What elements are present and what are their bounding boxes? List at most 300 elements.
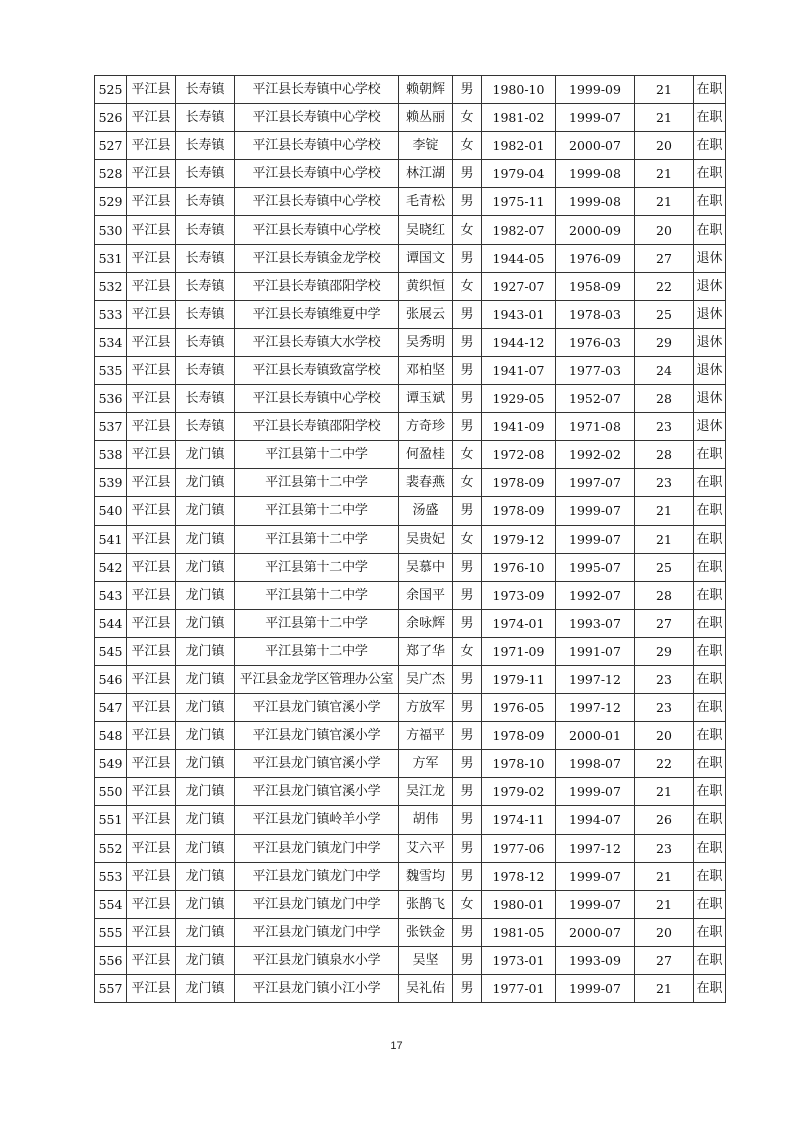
cell-county: 平江县 bbox=[127, 104, 176, 132]
cell-birth: 1979-12 bbox=[482, 525, 556, 553]
cell-town: 龙门镇 bbox=[176, 750, 235, 778]
cell-birth: 1979-04 bbox=[482, 160, 556, 188]
cell-name: 吴贵妃 bbox=[399, 525, 453, 553]
cell-county: 平江县 bbox=[127, 272, 176, 300]
cell-school: 平江县第十二中学 bbox=[235, 553, 399, 581]
cell-county: 平江县 bbox=[127, 918, 176, 946]
cell-school: 平江县龙门镇龙门中学 bbox=[235, 918, 399, 946]
cell-name: 方福平 bbox=[399, 722, 453, 750]
cell-name: 张展云 bbox=[399, 300, 453, 328]
table-row bbox=[95, 160, 726, 188]
cell-start: 1999-08 bbox=[556, 160, 635, 188]
cell-town: 龙门镇 bbox=[176, 441, 235, 469]
cell-town: 长寿镇 bbox=[176, 413, 235, 441]
cell-town: 龙门镇 bbox=[176, 609, 235, 637]
cell-birth: 1974-01 bbox=[482, 609, 556, 637]
cell-county: 平江县 bbox=[127, 160, 176, 188]
cell-gender: 女 bbox=[453, 104, 482, 132]
cell-gender: 男 bbox=[453, 413, 482, 441]
cell-birth: 1982-01 bbox=[482, 132, 556, 160]
cell-birth: 1975-11 bbox=[482, 188, 556, 216]
cell-county: 平江县 bbox=[127, 890, 176, 918]
cell-start: 2000-07 bbox=[556, 132, 635, 160]
table-row bbox=[95, 581, 726, 609]
cell-start: 1992-07 bbox=[556, 581, 635, 609]
cell-birth: 1941-09 bbox=[482, 413, 556, 441]
cell-birth: 1978-09 bbox=[482, 722, 556, 750]
cell-gender: 男 bbox=[453, 806, 482, 834]
table-row bbox=[95, 244, 726, 272]
cell-town: 龙门镇 bbox=[176, 665, 235, 693]
cell-school: 平江县龙门镇小江小学 bbox=[235, 975, 399, 1003]
cell-years: 23 bbox=[635, 413, 694, 441]
cell-county: 平江县 bbox=[127, 722, 176, 750]
cell-serial: 536 bbox=[95, 385, 127, 413]
table-row bbox=[95, 750, 726, 778]
cell-school: 平江县长寿镇中心学校 bbox=[235, 160, 399, 188]
cell-gender: 女 bbox=[453, 132, 482, 160]
cell-gender: 男 bbox=[453, 356, 482, 384]
cell-gender: 男 bbox=[453, 750, 482, 778]
table-row bbox=[95, 806, 726, 834]
cell-birth: 1941-07 bbox=[482, 356, 556, 384]
cell-years: 25 bbox=[635, 300, 694, 328]
cell-gender: 男 bbox=[453, 834, 482, 862]
cell-name: 张铁金 bbox=[399, 918, 453, 946]
cell-school: 平江县龙门镇泉水小学 bbox=[235, 946, 399, 974]
cell-status: 在职 bbox=[694, 132, 726, 160]
cell-serial: 549 bbox=[95, 750, 127, 778]
cell-county: 平江县 bbox=[127, 778, 176, 806]
cell-town: 龙门镇 bbox=[176, 946, 235, 974]
cell-status: 在职 bbox=[694, 946, 726, 974]
cell-years: 22 bbox=[635, 750, 694, 778]
cell-gender: 男 bbox=[453, 778, 482, 806]
cell-school: 平江县长寿镇邵阳学校 bbox=[235, 272, 399, 300]
cell-years: 28 bbox=[635, 581, 694, 609]
cell-county: 平江县 bbox=[127, 244, 176, 272]
cell-school: 平江县龙门镇龙门中学 bbox=[235, 890, 399, 918]
cell-years: 21 bbox=[635, 975, 694, 1003]
cell-start: 1978-03 bbox=[556, 300, 635, 328]
cell-status: 在职 bbox=[694, 160, 726, 188]
cell-serial: 552 bbox=[95, 834, 127, 862]
cell-county: 平江县 bbox=[127, 553, 176, 581]
cell-start: 1995-07 bbox=[556, 553, 635, 581]
cell-gender: 男 bbox=[453, 722, 482, 750]
cell-county: 平江县 bbox=[127, 862, 176, 890]
table-row bbox=[95, 722, 726, 750]
cell-years: 21 bbox=[635, 778, 694, 806]
cell-name: 方奇珍 bbox=[399, 413, 453, 441]
cell-gender: 女 bbox=[453, 890, 482, 918]
cell-start: 1998-07 bbox=[556, 750, 635, 778]
cell-serial: 535 bbox=[95, 356, 127, 384]
cell-years: 29 bbox=[635, 328, 694, 356]
cell-school: 平江县第十二中学 bbox=[235, 525, 399, 553]
cell-school: 平江县第十二中学 bbox=[235, 441, 399, 469]
cell-status: 退休 bbox=[694, 244, 726, 272]
table-row bbox=[95, 441, 726, 469]
cell-town: 龙门镇 bbox=[176, 497, 235, 525]
cell-county: 平江县 bbox=[127, 665, 176, 693]
cell-birth: 1982-07 bbox=[482, 216, 556, 244]
cell-birth: 1977-01 bbox=[482, 975, 556, 1003]
cell-birth: 1976-05 bbox=[482, 694, 556, 722]
cell-status: 退休 bbox=[694, 413, 726, 441]
cell-town: 龙门镇 bbox=[176, 918, 235, 946]
cell-gender: 男 bbox=[453, 665, 482, 693]
cell-town: 龙门镇 bbox=[176, 722, 235, 750]
cell-serial: 532 bbox=[95, 272, 127, 300]
cell-birth: 1944-12 bbox=[482, 328, 556, 356]
cell-school: 平江县长寿镇中心学校 bbox=[235, 188, 399, 216]
cell-school: 平江县长寿镇金龙学校 bbox=[235, 244, 399, 272]
cell-start: 1997-12 bbox=[556, 834, 635, 862]
cell-county: 平江县 bbox=[127, 525, 176, 553]
cell-birth: 1978-10 bbox=[482, 750, 556, 778]
table-row bbox=[95, 356, 726, 384]
cell-name: 何盈桂 bbox=[399, 441, 453, 469]
cell-status: 在职 bbox=[694, 469, 726, 497]
cell-school: 平江县长寿镇致富学校 bbox=[235, 356, 399, 384]
cell-serial: 545 bbox=[95, 637, 127, 665]
cell-years: 20 bbox=[635, 216, 694, 244]
cell-status: 退休 bbox=[694, 356, 726, 384]
cell-gender: 男 bbox=[453, 328, 482, 356]
cell-status: 在职 bbox=[694, 581, 726, 609]
cell-status: 在职 bbox=[694, 806, 726, 834]
cell-birth: 1971-09 bbox=[482, 637, 556, 665]
cell-start: 1958-09 bbox=[556, 272, 635, 300]
cell-town: 龙门镇 bbox=[176, 525, 235, 553]
cell-town: 龙门镇 bbox=[176, 862, 235, 890]
cell-serial: 544 bbox=[95, 609, 127, 637]
roster-body bbox=[95, 76, 726, 1003]
cell-birth: 1980-10 bbox=[482, 76, 556, 104]
cell-serial: 550 bbox=[95, 778, 127, 806]
cell-status: 在职 bbox=[694, 890, 726, 918]
cell-status: 在职 bbox=[694, 497, 726, 525]
cell-school: 平江县第十二中学 bbox=[235, 637, 399, 665]
cell-birth: 1978-09 bbox=[482, 469, 556, 497]
cell-years: 24 bbox=[635, 356, 694, 384]
cell-years: 23 bbox=[635, 665, 694, 693]
cell-birth: 1973-01 bbox=[482, 946, 556, 974]
cell-years: 23 bbox=[635, 834, 694, 862]
cell-birth: 1979-11 bbox=[482, 665, 556, 693]
cell-town: 龙门镇 bbox=[176, 694, 235, 722]
cell-start: 1999-07 bbox=[556, 104, 635, 132]
cell-county: 平江县 bbox=[127, 581, 176, 609]
cell-serial: 528 bbox=[95, 160, 127, 188]
cell-start: 1999-07 bbox=[556, 975, 635, 1003]
cell-start: 1999-07 bbox=[556, 862, 635, 890]
cell-serial: 525 bbox=[95, 76, 127, 104]
table-row bbox=[95, 469, 726, 497]
cell-town: 长寿镇 bbox=[176, 76, 235, 104]
cell-serial: 538 bbox=[95, 441, 127, 469]
cell-status: 在职 bbox=[694, 441, 726, 469]
cell-birth: 1972-08 bbox=[482, 441, 556, 469]
cell-serial: 531 bbox=[95, 244, 127, 272]
cell-name: 胡伟 bbox=[399, 806, 453, 834]
cell-town: 长寿镇 bbox=[176, 132, 235, 160]
cell-status: 在职 bbox=[694, 216, 726, 244]
cell-gender: 男 bbox=[453, 609, 482, 637]
cell-name: 郑了华 bbox=[399, 637, 453, 665]
table-row bbox=[95, 413, 726, 441]
cell-gender: 男 bbox=[453, 497, 482, 525]
table-row bbox=[95, 609, 726, 637]
cell-start: 1999-07 bbox=[556, 525, 635, 553]
cell-name: 汤盛 bbox=[399, 497, 453, 525]
cell-birth: 1980-01 bbox=[482, 890, 556, 918]
cell-birth: 1978-09 bbox=[482, 497, 556, 525]
cell-start: 2000-07 bbox=[556, 918, 635, 946]
cell-status: 在职 bbox=[694, 553, 726, 581]
cell-school: 平江县龙门镇官溪小学 bbox=[235, 778, 399, 806]
cell-start: 1997-12 bbox=[556, 694, 635, 722]
cell-birth: 1978-12 bbox=[482, 862, 556, 890]
cell-school: 平江县长寿镇中心学校 bbox=[235, 216, 399, 244]
cell-start: 1999-07 bbox=[556, 890, 635, 918]
cell-start: 1994-07 bbox=[556, 806, 635, 834]
cell-status: 退休 bbox=[694, 300, 726, 328]
cell-serial: 530 bbox=[95, 216, 127, 244]
cell-serial: 551 bbox=[95, 806, 127, 834]
cell-birth: 1944-05 bbox=[482, 244, 556, 272]
cell-years: 28 bbox=[635, 385, 694, 413]
cell-name: 余咏辉 bbox=[399, 609, 453, 637]
cell-name: 林江湖 bbox=[399, 160, 453, 188]
cell-gender: 男 bbox=[453, 553, 482, 581]
cell-school: 平江县第十二中学 bbox=[235, 469, 399, 497]
cell-gender: 男 bbox=[453, 244, 482, 272]
cell-serial: 537 bbox=[95, 413, 127, 441]
cell-town: 龙门镇 bbox=[176, 890, 235, 918]
cell-school: 平江县龙门镇官溪小学 bbox=[235, 694, 399, 722]
cell-serial: 547 bbox=[95, 694, 127, 722]
cell-serial: 548 bbox=[95, 722, 127, 750]
cell-years: 23 bbox=[635, 694, 694, 722]
cell-start: 1977-03 bbox=[556, 356, 635, 384]
cell-start: 2000-09 bbox=[556, 216, 635, 244]
cell-county: 平江县 bbox=[127, 300, 176, 328]
cell-status: 退休 bbox=[694, 328, 726, 356]
cell-gender: 女 bbox=[453, 637, 482, 665]
cell-school: 平江县长寿镇中心学校 bbox=[235, 132, 399, 160]
cell-birth: 1973-09 bbox=[482, 581, 556, 609]
cell-start: 1991-07 bbox=[556, 637, 635, 665]
cell-serial: 557 bbox=[95, 975, 127, 1003]
table-row bbox=[95, 553, 726, 581]
table-row bbox=[95, 975, 726, 1003]
cell-county: 平江县 bbox=[127, 413, 176, 441]
cell-county: 平江县 bbox=[127, 637, 176, 665]
cell-name: 李锭 bbox=[399, 132, 453, 160]
cell-county: 平江县 bbox=[127, 750, 176, 778]
cell-county: 平江县 bbox=[127, 132, 176, 160]
cell-years: 23 bbox=[635, 469, 694, 497]
table-row bbox=[95, 778, 726, 806]
cell-start: 1999-08 bbox=[556, 188, 635, 216]
cell-county: 平江县 bbox=[127, 188, 176, 216]
cell-birth: 1974-11 bbox=[482, 806, 556, 834]
cell-gender: 女 bbox=[453, 272, 482, 300]
cell-gender: 女 bbox=[453, 441, 482, 469]
cell-serial: 541 bbox=[95, 525, 127, 553]
cell-status: 在职 bbox=[694, 918, 726, 946]
table-row bbox=[95, 216, 726, 244]
cell-gender: 男 bbox=[453, 581, 482, 609]
cell-name: 艾六平 bbox=[399, 834, 453, 862]
cell-name: 余国平 bbox=[399, 581, 453, 609]
cell-town: 长寿镇 bbox=[176, 104, 235, 132]
cell-years: 21 bbox=[635, 497, 694, 525]
cell-gender: 男 bbox=[453, 975, 482, 1003]
cell-status: 在职 bbox=[694, 975, 726, 1003]
table-row bbox=[95, 637, 726, 665]
teacher-roster-table bbox=[94, 75, 726, 1003]
cell-status: 在职 bbox=[694, 609, 726, 637]
cell-serial: 543 bbox=[95, 581, 127, 609]
cell-status: 在职 bbox=[694, 778, 726, 806]
cell-name: 吴广杰 bbox=[399, 665, 453, 693]
cell-years: 21 bbox=[635, 188, 694, 216]
cell-years: 28 bbox=[635, 441, 694, 469]
cell-school: 平江县长寿镇中心学校 bbox=[235, 385, 399, 413]
cell-gender: 男 bbox=[453, 188, 482, 216]
table-row bbox=[95, 132, 726, 160]
table-row bbox=[95, 497, 726, 525]
cell-years: 22 bbox=[635, 272, 694, 300]
cell-school: 平江县第十二中学 bbox=[235, 609, 399, 637]
cell-school: 平江县长寿镇邵阳学校 bbox=[235, 413, 399, 441]
cell-name: 谭国文 bbox=[399, 244, 453, 272]
cell-name: 毛青松 bbox=[399, 188, 453, 216]
cell-status: 在职 bbox=[694, 862, 726, 890]
cell-school: 平江县龙门镇岭羊小学 bbox=[235, 806, 399, 834]
cell-town: 长寿镇 bbox=[176, 160, 235, 188]
cell-gender: 男 bbox=[453, 385, 482, 413]
table-row bbox=[95, 862, 726, 890]
cell-school: 平江县龙门镇官溪小学 bbox=[235, 722, 399, 750]
cell-town: 长寿镇 bbox=[176, 328, 235, 356]
cell-start: 1993-09 bbox=[556, 946, 635, 974]
cell-start: 1992-02 bbox=[556, 441, 635, 469]
cell-birth: 1943-01 bbox=[482, 300, 556, 328]
cell-name: 赖丛丽 bbox=[399, 104, 453, 132]
cell-town: 龙门镇 bbox=[176, 637, 235, 665]
cell-name: 吴礼佑 bbox=[399, 975, 453, 1003]
cell-gender: 男 bbox=[453, 946, 482, 974]
cell-gender: 男 bbox=[453, 76, 482, 104]
cell-county: 平江县 bbox=[127, 834, 176, 862]
cell-birth: 1976-10 bbox=[482, 553, 556, 581]
cell-town: 龙门镇 bbox=[176, 581, 235, 609]
cell-status: 在职 bbox=[694, 750, 726, 778]
cell-start: 1997-12 bbox=[556, 665, 635, 693]
table-row bbox=[95, 834, 726, 862]
cell-county: 平江县 bbox=[127, 806, 176, 834]
cell-county: 平江县 bbox=[127, 946, 176, 974]
cell-town: 龙门镇 bbox=[176, 975, 235, 1003]
cell-serial: 540 bbox=[95, 497, 127, 525]
cell-county: 平江县 bbox=[127, 497, 176, 525]
table-row bbox=[95, 300, 726, 328]
cell-years: 21 bbox=[635, 160, 694, 188]
cell-school: 平江县龙门镇龙门中学 bbox=[235, 862, 399, 890]
cell-county: 平江县 bbox=[127, 356, 176, 384]
cell-county: 平江县 bbox=[127, 975, 176, 1003]
cell-years: 20 bbox=[635, 722, 694, 750]
cell-school: 平江县金龙学区管理办公室 bbox=[235, 665, 399, 693]
cell-years: 27 bbox=[635, 244, 694, 272]
table-row bbox=[95, 890, 726, 918]
cell-name: 吴坚 bbox=[399, 946, 453, 974]
cell-school: 平江县长寿镇中心学校 bbox=[235, 76, 399, 104]
cell-name: 方放军 bbox=[399, 694, 453, 722]
table-row bbox=[95, 946, 726, 974]
cell-start: 1976-09 bbox=[556, 244, 635, 272]
cell-gender: 男 bbox=[453, 918, 482, 946]
cell-years: 27 bbox=[635, 946, 694, 974]
cell-town: 长寿镇 bbox=[176, 300, 235, 328]
cell-serial: 529 bbox=[95, 188, 127, 216]
cell-town: 长寿镇 bbox=[176, 216, 235, 244]
cell-gender: 女 bbox=[453, 525, 482, 553]
cell-status: 在职 bbox=[694, 722, 726, 750]
cell-name: 张鹊飞 bbox=[399, 890, 453, 918]
cell-county: 平江县 bbox=[127, 216, 176, 244]
cell-town: 长寿镇 bbox=[176, 356, 235, 384]
cell-start: 1999-07 bbox=[556, 778, 635, 806]
cell-start: 1999-07 bbox=[556, 497, 635, 525]
cell-name: 吴慕中 bbox=[399, 553, 453, 581]
cell-serial: 555 bbox=[95, 918, 127, 946]
cell-name: 吴江龙 bbox=[399, 778, 453, 806]
cell-birth: 1979-02 bbox=[482, 778, 556, 806]
cell-status: 在职 bbox=[694, 834, 726, 862]
table-row bbox=[95, 694, 726, 722]
cell-town: 长寿镇 bbox=[176, 244, 235, 272]
cell-status: 在职 bbox=[694, 637, 726, 665]
cell-start: 1999-09 bbox=[556, 76, 635, 104]
cell-school: 平江县长寿镇维夏中学 bbox=[235, 300, 399, 328]
cell-start: 1993-07 bbox=[556, 609, 635, 637]
cell-serial: 534 bbox=[95, 328, 127, 356]
table-row bbox=[95, 525, 726, 553]
cell-serial: 546 bbox=[95, 665, 127, 693]
cell-school: 平江县第十二中学 bbox=[235, 497, 399, 525]
cell-serial: 553 bbox=[95, 862, 127, 890]
cell-name: 黄织恒 bbox=[399, 272, 453, 300]
cell-start: 1976-03 bbox=[556, 328, 635, 356]
cell-start: 1997-07 bbox=[556, 469, 635, 497]
cell-gender: 男 bbox=[453, 300, 482, 328]
cell-town: 龙门镇 bbox=[176, 834, 235, 862]
cell-serial: 554 bbox=[95, 890, 127, 918]
cell-county: 平江县 bbox=[127, 76, 176, 104]
cell-name: 吴秀明 bbox=[399, 328, 453, 356]
cell-name: 裴春燕 bbox=[399, 469, 453, 497]
cell-town: 龙门镇 bbox=[176, 553, 235, 581]
cell-serial: 527 bbox=[95, 132, 127, 160]
cell-town: 长寿镇 bbox=[176, 272, 235, 300]
cell-gender: 女 bbox=[453, 469, 482, 497]
cell-status: 在职 bbox=[694, 76, 726, 104]
